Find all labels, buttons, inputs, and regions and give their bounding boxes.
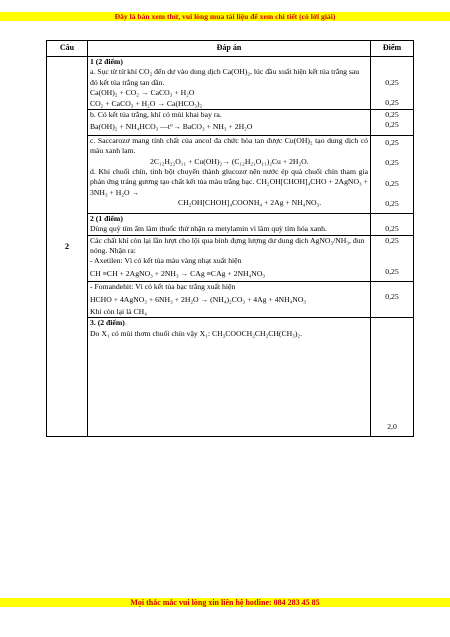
equation: 2C₁₂H₂₂O₁₁ + Cu(OH)₂→ (C₁₂H₂₁O₁₁)₂Cu + 2H₂O.	[150, 156, 309, 166]
answer-cell-2	[88, 110, 371, 136]
points: 0,25	[385, 110, 399, 120]
part-title: 1 (2 điểm)	[90, 57, 123, 66]
answer-cell-7	[88, 318, 371, 437]
points: 0,25	[385, 78, 399, 87]
table-row	[47, 235, 414, 282]
points: 0,25	[385, 137, 399, 147]
equation: CO₂ + CaCO₃ + H₂O → Ca(HCO₃)₂	[90, 98, 203, 108]
answer-cell-1	[88, 57, 371, 110]
answer-text: c. Saccarozơ mang tính chất của ancol đa chức hòa tan được Cu(OH)₂ tạo dung dịch có màu xanh lam.	[90, 135, 368, 156]
question-number: 2	[47, 57, 88, 437]
answer-cell-3	[88, 135, 371, 213]
answer-text: d. Khi chuối chín, tinh bột chuyển thành glucozơ nên nước ép quả chuối chín tham gia phản ứng tráng gương tạo chất kết tủa màu trắng bạc. CH₂OH[CHOH]₄CHO + 2AgNO₃ + 3NH₃ + H₂O →	[90, 167, 368, 197]
equation: Ba(OH)₂ + NH₄HCO₃ —t°→ BaCO₃ + NH₃ + 2H₂O	[90, 122, 253, 132]
points: 0,25	[385, 120, 399, 130]
points-cell	[371, 213, 414, 235]
points: 0,25	[385, 158, 399, 168]
points-cell	[371, 110, 414, 136]
answer-text: - Axetilen: Vì có kết tủa màu vàng nhạt xuất hiện	[90, 256, 242, 266]
equation: HCHO + 4AgNO₃ + 6NH₃ + 2H₂O → (NH₄)₂CO₃ + 4Ag + 4NH₄NO₃	[90, 294, 307, 304]
header-diem: Điểm	[371, 41, 414, 57]
points: 2,0	[387, 421, 397, 431]
points: 0,25	[385, 98, 399, 108]
header-dap-an: Đáp án	[88, 41, 371, 57]
part-title: 2 (1 điểm)	[90, 213, 123, 223]
answer-cell-5	[88, 235, 371, 282]
part-title: 3. (2 điểm)	[90, 318, 125, 328]
answer-cell-4	[88, 213, 371, 235]
points: 0,25	[385, 178, 399, 188]
table-row	[47, 213, 414, 235]
equation: CH ≡CH + 2AgNO₃ + 2NH₃ → CAg ≡CAg + 2NH₄NO₃	[90, 268, 266, 278]
points: 0,25	[385, 292, 399, 302]
answer-text: Do X₁ có mùi thơm chuối chín vậy X₁: CH₃COOCH₂CH₂CH(CH₃)₂.	[90, 328, 303, 338]
table-header-row	[47, 41, 414, 57]
answer-table	[46, 40, 414, 437]
answer-text: b. Có kết tủa trắng, khí có mùi khai bay ra.	[90, 110, 222, 120]
table-row	[47, 135, 414, 213]
points: 0,25	[385, 266, 399, 276]
table-row	[47, 110, 414, 136]
answer-text: Khí còn lại là CH₄	[90, 306, 147, 316]
points: 0,25	[385, 235, 399, 245]
hotline-banner: Mọi thắc mắc vui lòng xin liên hệ hotline: 084 283 45 85	[0, 598, 450, 607]
table-row	[47, 318, 414, 437]
preview-banner: Đây là bản xem thử, vui lòng mua tài liệu để xem chi tiết (có lời giải)	[0, 12, 450, 21]
answer-cell-6	[88, 282, 371, 318]
header-cau: Câu	[47, 41, 88, 57]
points-cell	[371, 135, 414, 213]
answer-text: Dùng quỳ tím ẩm làm thuốc thử nhận ra metylamin vì làm quỳ tím hóa xanh.	[90, 224, 327, 234]
points-cell	[371, 282, 414, 318]
answer-text: Các chất khí còn lại lần lượt cho lội qua bình đựng lượng dư dung dịch AgNO₃/NH₃, đun nóng. Nhận ra:	[90, 235, 365, 255]
equation: CH₂OH[CHOH]₄COONH₄ + 2Ag + NH₄NO₃.	[178, 198, 322, 208]
table-row	[47, 282, 414, 318]
points: 0,25	[385, 199, 399, 209]
table-row	[47, 57, 414, 110]
equation: Ca(OH)₂ + CO₂ → CaCO₃ + H₂O	[90, 88, 195, 98]
points-cell	[371, 235, 414, 282]
answer-text: - Fomandehit: Vì có kết tủa bạc trắng xuất hiện	[90, 282, 236, 292]
points: 0,25	[385, 223, 399, 233]
points-cell	[371, 57, 414, 110]
points-cell	[371, 318, 414, 437]
answer-text: a. Sục từ từ khí CO₂ đến dư vào dung dịch Ca(OH)₂, lúc đầu xuất hiện kết tủa trắng sau đó kết tủa trắng tan dần.	[90, 67, 360, 87]
